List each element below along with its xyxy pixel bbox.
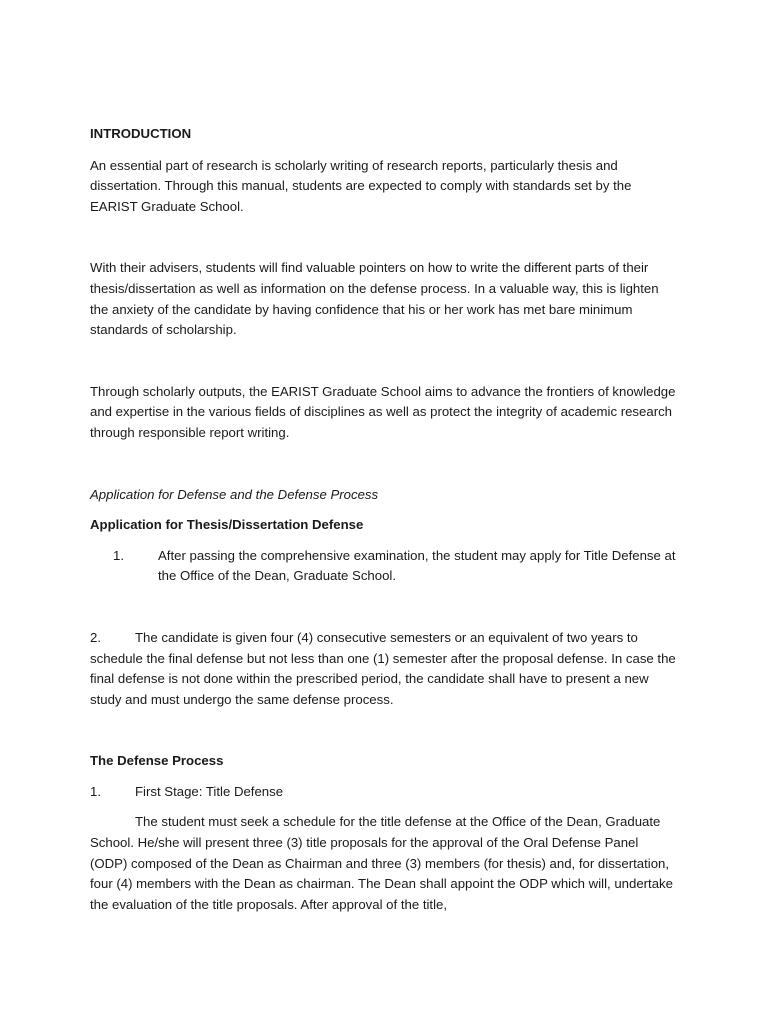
application-subheading: Application for Thesis/Dissertation Defense	[90, 517, 364, 533]
defense-process-heading: The Defense Process	[90, 753, 224, 769]
stage-paragraph: The student must seek a schedule for the title defense at the Office of the Dean, Graduate School. He/she will present three (3) title proposals for the approval of the Oral Defense Panel (ODP) composed of the Dean as Chairman and three (3) members (for thesis) and, for dissertation, four (4) members with the Dean as chairman. The Dean shall appoint the ODP which will, undertake the evaluation of the title proposals. After approval of the title,	[90, 814, 673, 912]
intro-paragraph-1: An essential part of research is scholarly writing of research reports, particularly thesis and dissertation. Through this manual, students are expected to comply with standards set by the EARIST Graduate School.	[90, 157, 632, 214]
intro-paragraph-3: Through scholarly outputs, the EARIST Graduate School aims to advance the frontiers of knowledge and expertise in the various fields of disciplines as well as protect the integrity of academic research through responsible report writing.	[90, 383, 676, 440]
intro-paragraph-2: With their advisers, students will find valuable pointers on how to write the different parts of their thesis/dissertation as well as information on the defense process. In a valuable way, this is lighten the anxiety of the candidate by having confidence that his or her work has met bare minimum standards of scholarship.	[90, 260, 659, 338]
list-item-text: After passing the comprehensive examination, the student may apply for Title Defense at the Office of the Dean, Graduate School.	[158, 547, 676, 584]
list-item-number: 1.	[113, 547, 124, 563]
application-section-title: Application for Defense and the Defense Process	[90, 486, 379, 502]
stage-title: First Stage: Title Defense	[135, 783, 284, 799]
stage-item	[90, 782, 678, 803]
stage-number: 1.	[90, 783, 101, 799]
list-item-text: The candidate is given four (4) consecutive semesters or an equivalent of two years to schedule the final defense but not less than one (1) semester after the proposal defense. In case the final defense is not done within the prescribed period, the candidate shall have to present a new study and must undergo the same defense process.	[90, 629, 676, 707]
list-item	[90, 546, 678, 587]
introduction-heading: INTRODUCTION	[90, 126, 192, 141]
list-item-number: 2.	[90, 629, 101, 645]
list-item	[90, 628, 678, 710]
